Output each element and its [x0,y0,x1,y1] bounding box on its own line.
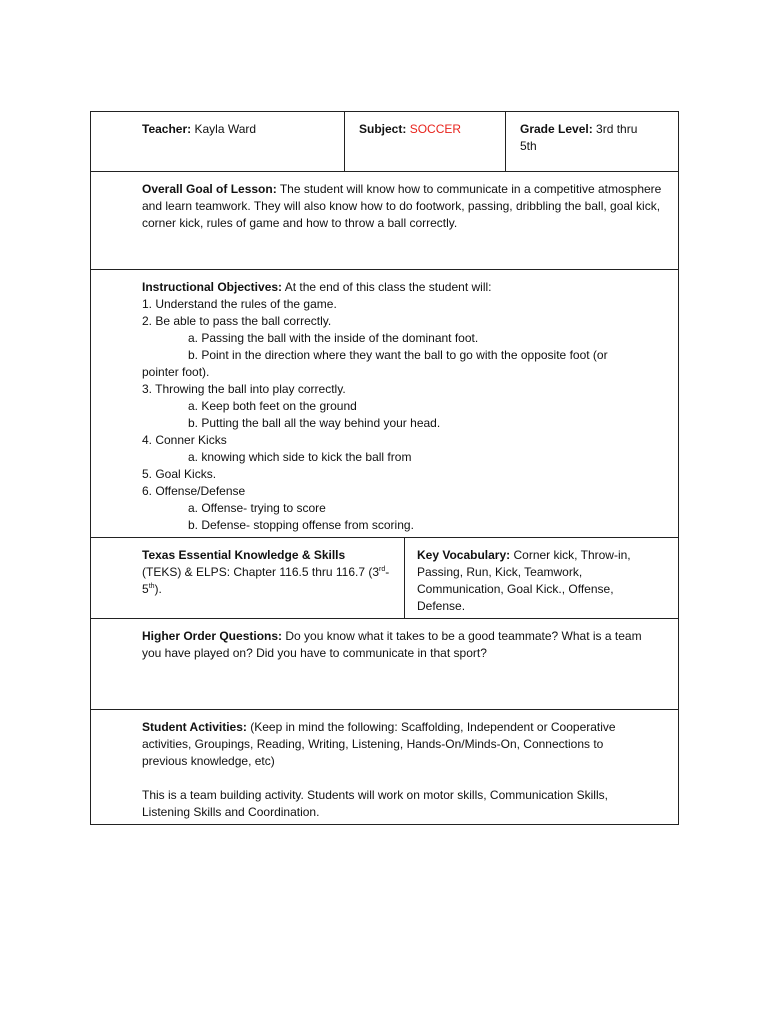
subject-label: Subject: [359,122,407,136]
teks-text-mid: -5 [142,565,390,596]
teks-vocab-row [91,537,678,618]
objective-line: 5. Goal Kicks. [142,467,217,481]
objectives-label: Instructional Objectives: [142,280,283,294]
goal-label: Overall Goal of Lesson: [142,182,277,196]
activities-cell [91,710,678,829]
objectives-cell [91,270,678,542]
grade-cell [506,112,678,171]
activities-row [91,709,678,824]
objective-line: b. Point in the direction where they want the ball to go with the opposite foot (or [188,348,608,362]
goal-row [91,171,678,269]
objective-line: 4. Conner Kicks [142,433,227,447]
teacher-value: Kayla Ward [194,122,257,136]
teks-label: Texas Essential Knowledge & Skills [142,548,346,562]
teacher-cell [91,112,345,171]
objective-line: b. Putting the ball all the way behind your head. [188,416,441,430]
questions-row [91,618,678,709]
objective-line: a. Offense- trying to score [188,501,326,515]
objective-line: 6. Offense/Defense [142,484,246,498]
questions-text: Do you know what it takes to be a good teammate? What is a team you have played on? Did you have to communicate in that sport? [142,629,642,660]
vocab-cell [405,538,678,618]
teks-text-main: (TEKS) & ELPS: Chapter 116.5 thru 116.7 (3 [142,565,380,579]
grade-value: 3rd thru 5th [520,122,638,153]
goal-text: The student will know how to communicate in a competitive atmosphere and learn teamwork. They will also know how to do footwork, passing, dribbling the ball, goal kick, corner kick, rules of game and how to throw a ball correctly. [142,182,662,230]
teks-text-end: ). [154,582,162,596]
objective-line: 3. Throwing the ball into play correctly. [142,382,346,396]
objectives-heading [142,279,668,296]
activities-intro [142,719,650,770]
subject-cell [345,112,506,171]
vocab-label: Key Vocabulary: [417,548,511,562]
activities-label: Student Activities: [142,720,247,734]
teks-sup-th: th [148,583,155,590]
objective-line: 1. Understand the rules of the game. [142,297,337,311]
questions-cell [91,619,678,670]
questions-label: Higher Order Questions: [142,629,283,643]
subject-value: SOCCER [409,122,462,136]
objectives-intro: At the end of this class the student will: [284,280,492,294]
vocab-text: Corner kick, Throw-in, Passing, Run, Kick, Teamwork, Communication, Goal Kick., Offense, Defense. [417,548,631,613]
grade-label: Grade Level: [520,122,593,136]
objective-line: a. Keep both feet on the ground [188,399,357,413]
objective-line: a. Passing the ball with the inside of the dominant foot. [188,331,479,345]
objective-line: b. Defense- stopping offense from scoring. [188,518,414,532]
lesson-plan-table [90,111,679,825]
objective-line: 2. Be able to pass the ball correctly. [142,314,332,328]
activities-text: (Keep in mind the following: Scaffolding, Independent or Cooperative activities, Groupings, Reading, Writing, Listening, Hands-On/Minds-On, Connections to previous knowledge, etc) [142,720,616,768]
teks-sup-rd: rd [379,566,386,573]
objectives-list [142,296,668,534]
objective-line: pointer foot). [142,365,210,379]
objectives-row [91,269,678,537]
teks-cell [91,538,405,618]
header-row [91,112,678,171]
activities-paragraph: This is a team building activity. Students will work on motor skills, Communication Skills, Listening Skills and Coordination. [142,788,608,819]
objective-line: a. knowing which side to kick the ball from [188,450,412,464]
teacher-label: Teacher: [142,122,192,136]
goal-cell [91,172,678,240]
